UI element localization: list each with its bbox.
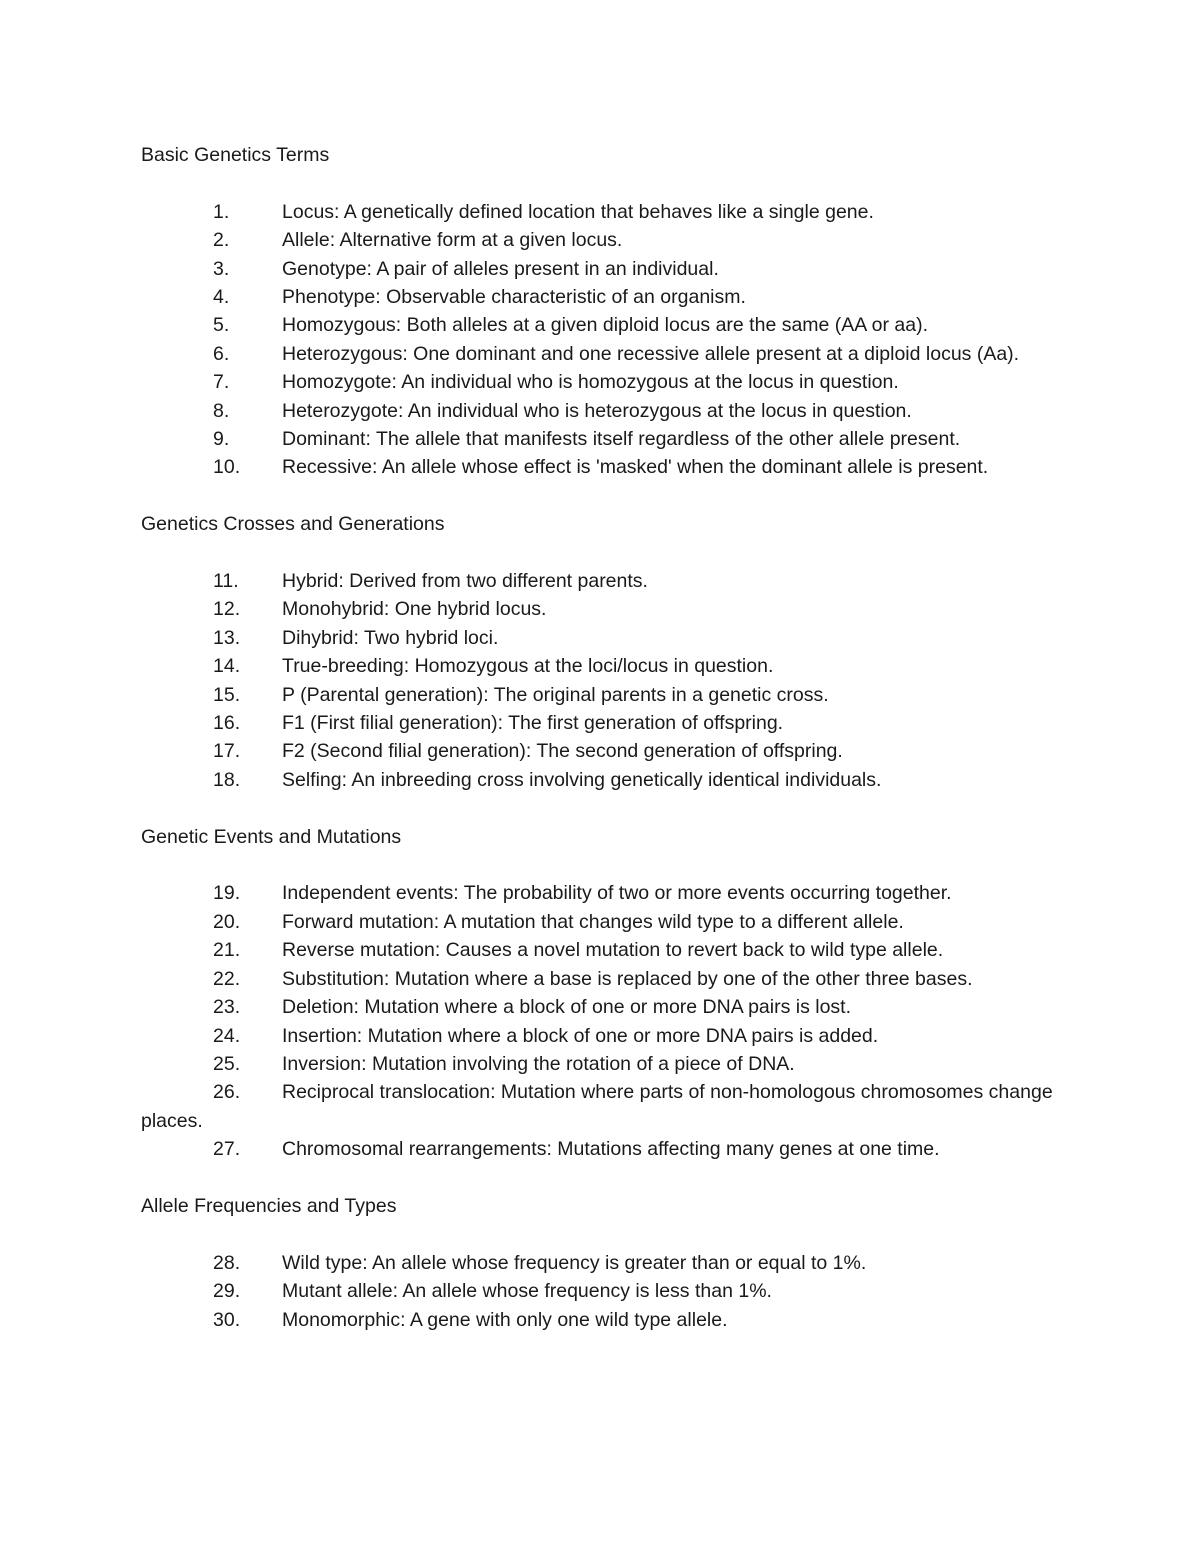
term-definition: P (Parental generation): The original parents in a genetic cross. xyxy=(282,683,829,706)
term-definition: Allele: Alternative form at a given locus. xyxy=(282,229,623,252)
term-definition: Phenotype: Observable characteristic of an organism. xyxy=(282,286,746,309)
term-item xyxy=(141,368,1061,396)
term-number: 30. xyxy=(213,1308,241,1331)
term-item xyxy=(141,993,1061,1021)
term-item xyxy=(141,1050,1061,1078)
term-item xyxy=(141,226,1061,254)
term-item xyxy=(141,198,1061,226)
term-item xyxy=(141,1078,1061,1135)
term-item xyxy=(141,340,1061,368)
term-item xyxy=(141,879,1061,907)
term-number: 24. xyxy=(213,1024,241,1047)
term-item xyxy=(141,624,1061,652)
term-definition: Locus: A genetically defined location that behaves like a single gene. xyxy=(282,200,874,223)
term-item xyxy=(141,936,1061,964)
term-number: 11. xyxy=(213,570,239,593)
term-number: 18. xyxy=(213,768,241,791)
term-number: 25. xyxy=(213,1052,241,1075)
term-item xyxy=(141,1249,1061,1277)
term-number: 12. xyxy=(213,598,241,621)
term-number: 21. xyxy=(213,939,241,962)
term-number: 23. xyxy=(213,996,241,1019)
term-definition: Heterozygote: An individual who is heterozygous at the locus in question. xyxy=(282,399,912,422)
term-item xyxy=(141,681,1061,709)
section-heading: Allele Frequencies and Types xyxy=(141,1194,397,1217)
section-heading: Basic Genetics Terms xyxy=(141,144,330,166)
term-item xyxy=(141,709,1061,737)
term-item xyxy=(141,255,1061,283)
term-definition: Genotype: A pair of alleles present in an individual. xyxy=(282,257,719,280)
term-definition: Homozygote: An individual who is homozygous at the locus in question. xyxy=(282,371,899,394)
term-number: 3. xyxy=(213,257,230,280)
term-number: 17. xyxy=(213,740,241,763)
term-definition: Heterozygous: One dominant and one recessive allele present at a diploid locus (Aa). xyxy=(282,342,1020,365)
document-body xyxy=(141,141,1061,1334)
term-number: 22. xyxy=(213,967,241,990)
term-item xyxy=(141,1277,1061,1305)
term-definition: Independent events: The probability of two or more events occurring together. xyxy=(282,882,952,905)
term-number: 14. xyxy=(213,655,241,678)
term-definition: Recessive: An allele whose effect is 'masked' when the dominant allele is present. xyxy=(282,456,989,479)
term-number: 1. xyxy=(213,200,230,223)
term-list xyxy=(141,1249,1061,1334)
term-number: 26. xyxy=(213,1081,241,1104)
term-list xyxy=(141,198,1061,482)
term-definition: Wild type: An allele whose frequency is greater than or equal to 1%. xyxy=(282,1251,867,1274)
term-definition: Chromosomal rearrangements: Mutations affecting many genes at one time. xyxy=(282,1138,940,1161)
term-item xyxy=(141,737,1061,765)
term-definition: F2 (Second filial generation): The second generation of offspring. xyxy=(282,740,843,763)
term-definition: Reverse mutation: Causes a novel mutation to revert back to wild type allele. xyxy=(282,939,944,962)
term-item xyxy=(141,425,1061,453)
term-item xyxy=(141,453,1061,481)
term-number: 6. xyxy=(213,342,230,365)
term-definition: Selfing: An inbreeding cross involving genetically identical individuals. xyxy=(282,768,882,791)
term-number: 9. xyxy=(213,428,230,451)
term-item xyxy=(141,595,1061,623)
term-number: 20. xyxy=(213,910,241,933)
term-item xyxy=(141,1306,1061,1334)
term-number: 10. xyxy=(213,456,241,479)
term-number: 29. xyxy=(213,1280,241,1303)
term-definition: Substitution: Mutation where a base is replaced by one of the other three bases. xyxy=(282,967,973,990)
section-heading: Genetic Events and Mutations xyxy=(141,825,402,848)
term-number: 28. xyxy=(213,1251,241,1274)
term-definition: Insertion: Mutation where a block of one or more DNA pairs is added. xyxy=(282,1024,879,1047)
term-number: 27. xyxy=(213,1138,241,1161)
term-definition: Reciprocal translocation: Mutation where parts of non-homologous chromosomes change places. xyxy=(141,1081,1053,1132)
term-item xyxy=(141,1135,1061,1163)
term-definition: Deletion: Mutation where a block of one or more DNA pairs is lost. xyxy=(282,996,852,1019)
term-definition: Mutant allele: An allele whose frequency is less than 1%. xyxy=(282,1280,772,1303)
term-item xyxy=(141,1022,1061,1050)
term-definition: Monohybrid: One hybrid locus. xyxy=(282,598,547,621)
term-item xyxy=(141,652,1061,680)
term-list xyxy=(141,567,1061,794)
term-definition: Dihybrid: Two hybrid loci. xyxy=(282,626,499,649)
term-item xyxy=(141,567,1061,595)
term-definition: Forward mutation: A mutation that changes wild type to a different allele. xyxy=(282,910,904,933)
term-definition: Homozygous: Both alleles at a given diploid locus are the same (AA or aa). xyxy=(282,314,929,337)
term-number: 7. xyxy=(213,371,230,394)
term-item xyxy=(141,283,1061,311)
term-number: 8. xyxy=(213,399,230,422)
term-number: 2. xyxy=(213,229,230,252)
term-number: 4. xyxy=(213,286,230,309)
term-item xyxy=(141,908,1061,936)
term-definition: True-breeding: Homozygous at the loci/locus in question. xyxy=(282,655,774,678)
term-item xyxy=(141,766,1061,794)
term-definition: Inversion: Mutation involving the rotation of a piece of DNA. xyxy=(282,1052,795,1075)
term-definition: Monomorphic: A gene with only one wild type allele. xyxy=(282,1308,728,1331)
term-list xyxy=(141,879,1061,1163)
term-item xyxy=(141,965,1061,993)
term-number: 5. xyxy=(213,314,230,337)
term-number: 15. xyxy=(213,683,241,706)
term-item xyxy=(141,311,1061,339)
term-number: 16. xyxy=(213,712,241,735)
term-number: 13. xyxy=(213,626,241,649)
term-definition: Hybrid: Derived from two different parents. xyxy=(282,570,648,593)
term-item xyxy=(141,397,1061,425)
term-number: 19. xyxy=(213,882,241,905)
term-definition: F1 (First filial generation): The first generation of offspring. xyxy=(282,712,784,735)
section-heading: Genetics Crosses and Generations xyxy=(141,513,445,536)
term-definition: Dominant: The allele that manifests itself regardless of the other allele present. xyxy=(282,428,961,451)
